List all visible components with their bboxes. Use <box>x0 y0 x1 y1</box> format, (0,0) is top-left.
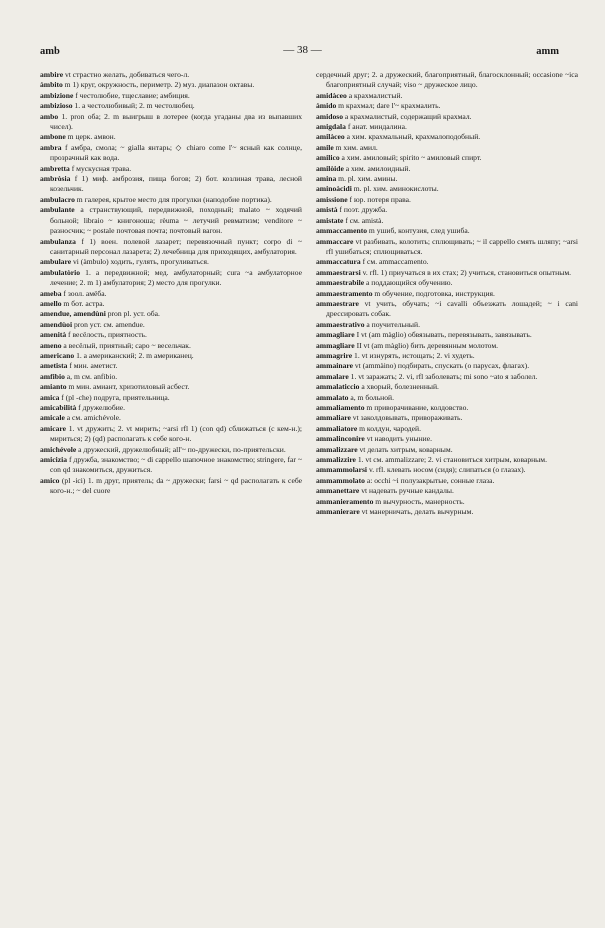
dictionary-entry <box>316 507 578 517</box>
entry-definition: a хворый, болезненный. <box>359 382 439 392</box>
page-number: — 38 — <box>283 44 322 56</box>
entry-headword: americano <box>40 350 75 360</box>
dictionary-entry <box>40 257 302 267</box>
entry-headword: ammammolato <box>316 475 365 485</box>
dictionary-entry <box>316 445 578 455</box>
dictionary-entry <box>316 372 578 382</box>
dictionary-entry <box>40 70 302 80</box>
guide-word-left: amb <box>40 46 60 57</box>
dictionary-entry <box>40 382 302 392</box>
dictionary-entry <box>40 341 302 351</box>
dictionary-entry <box>316 465 578 475</box>
dictionary-entry <box>316 226 578 236</box>
entry-headword: ambretta <box>40 163 70 173</box>
dictionary-entry <box>316 216 578 226</box>
entry-definition: vt делать хитрым, коварным. <box>357 444 453 454</box>
entry-headword: ammaestramento <box>316 288 373 298</box>
dictionary-entry <box>316 382 578 392</box>
dictionary-entry <box>316 351 578 361</box>
dictionary-entry <box>40 455 302 476</box>
entry-headword: ambulanza <box>40 236 76 246</box>
dictionary-entry <box>40 205 302 236</box>
dictionary-entry <box>40 91 302 101</box>
entry-definition: f юр. потеря права. <box>347 194 411 204</box>
entry-definition: 1. vt см. ammalizzare; 2. vi становиться хитрым, коварным. <box>355 455 547 465</box>
dictionary-entry <box>40 299 302 309</box>
entry-definition: 1. a честолюбивый; 2. m честолюбец. <box>72 101 195 111</box>
entry-definition: f мускусная травa. <box>69 163 132 173</box>
entry-headword: amicare <box>40 423 67 433</box>
dictionary-entry <box>316 257 578 267</box>
dictionary-entry <box>316 403 578 413</box>
entry-definition: m колдун, чародей. <box>357 423 421 433</box>
entry-definition: v. rfl. 1) приучаться в их стах; 2) учиться, становиться опытным. <box>360 267 572 277</box>
entry-definition: f весёлость, приятность. <box>66 330 147 340</box>
dictionary-entry <box>40 393 302 403</box>
entry-definition: a крахмалистый. <box>346 90 403 100</box>
entry-definition: f честолюбие, тщеславие; амбиция. <box>73 90 190 100</box>
entry-definition: m 1) круг, окружность, периметр. 2) муз. диапазон октавы. <box>62 80 255 90</box>
dictionary-entry <box>316 497 578 507</box>
entry-definition: a: occhi ~i полузакрытые, сонные глаза. <box>364 475 495 485</box>
entry-definition: 1. pron оба; 2. m выигрыш в лотерее (когда угаданы два из выпавших чисел). <box>50 111 302 132</box>
dictionary-entry <box>316 320 578 330</box>
entry-definition: a хим. амиловый; spirito ~ амиловый спирт. <box>339 153 482 163</box>
dictionary-entry <box>316 237 578 258</box>
entry-headword: ammalizzare <box>316 444 358 454</box>
entry-headword: amidoso <box>316 111 344 121</box>
entry-headword: ambra <box>40 142 62 152</box>
entry-definition: f (pl -che) подруга, приятельница. <box>59 392 170 402</box>
dictionary-entry <box>316 70 578 91</box>
entry-headword: aminoàcidi <box>316 184 352 194</box>
dictionary-entry <box>40 174 302 195</box>
dictionary-entry <box>316 476 578 486</box>
entry-headword: amilòide <box>316 163 344 173</box>
entry-definition: a см. amichévole. <box>64 413 121 423</box>
entry-definition: 1. vt дружить; 2. vt мирить; ~arsi rfl 1) (con qd) сближаться (с кем-н.); мириться; 2) (qd) располагать к себе кого-н. <box>50 423 302 444</box>
entry-definition: pron pl. уст. оба. <box>105 309 160 319</box>
dictionary-entry <box>316 289 578 299</box>
dictionary-entry <box>316 341 578 351</box>
entry-definition: a, m см. anfibio. <box>64 371 118 381</box>
dictionary-entry <box>40 101 302 111</box>
dictionary-entry <box>40 289 302 299</box>
entry-headword: ammanierare <box>316 507 360 517</box>
dictionary-entry <box>40 330 302 340</box>
entry-definition: a крахмалистый, содержащий крахмал. <box>343 111 472 121</box>
entry-headword: ambo <box>40 111 59 121</box>
entry-definition: m. pl. хим. аминокислоты. <box>351 184 439 194</box>
entry-headword: ammaccamento <box>316 226 368 236</box>
entry-headword: ammalizzire <box>316 455 356 465</box>
entry-definition: 1. vt изнурять, истощать; 2. vi худеть. <box>352 350 475 360</box>
entry-definition: v. rfl. клевать носом (сидя); слипаться (о глазах). <box>367 465 526 475</box>
entry-headword: ambulacro <box>40 194 75 204</box>
dictionary-entry <box>40 132 302 142</box>
entry-headword: ammaliare <box>316 413 351 423</box>
entry-headword: ammaccatura <box>316 257 361 267</box>
entry-definition: a, m больной. <box>348 392 394 402</box>
entry-headword: ambulante <box>40 205 75 215</box>
entry-headword: ammaliamento <box>316 403 365 412</box>
entry-definition: m ушиб, контузия, след ушиба. <box>367 226 470 236</box>
entry-definition: a дружеский, дружелюбный; all'~ по-дружески, по-приятельски. <box>76 444 286 454</box>
entry-headword: ambròsia <box>40 174 71 184</box>
entry-definition: a весёлый, приятный; capo ~ весельчак. <box>61 340 191 350</box>
left-column <box>40 70 302 497</box>
entry-headword: ambone <box>40 132 66 142</box>
entry-definition: f см. amistà. <box>343 215 384 225</box>
dictionary-entry <box>40 372 302 382</box>
dictionary-entry <box>316 413 578 423</box>
dictionary-entry <box>316 164 578 174</box>
dictionary-entry <box>40 112 302 133</box>
dictionary-entry <box>40 424 302 445</box>
entry-definition: vt надевать ручные кандалы. <box>359 486 454 496</box>
entry-headword: amistà <box>316 205 338 215</box>
dictionary-entry <box>316 205 578 215</box>
entry-definition: m хим. амил. <box>333 142 378 152</box>
entry-definition: m. pl. хим. амины. <box>336 174 398 184</box>
entry-headword: amilico <box>316 153 340 163</box>
entry-headword: amissione <box>316 194 348 204</box>
dictionary-entry <box>40 309 302 319</box>
entry-definition: m церк. амвон. <box>65 132 116 142</box>
entry-headword: amenità <box>40 330 67 340</box>
dictionary-entry <box>40 143 302 164</box>
entry-headword: ambulare <box>40 257 72 267</box>
dictionary-entry <box>316 361 578 371</box>
dictionary-entry <box>40 268 302 289</box>
entry-definition: I vt (am màglio) обвязывать, перевязывать, завязывать. <box>354 330 532 340</box>
dictionary-entry <box>316 91 578 101</box>
entry-headword: ammaestrarsi <box>316 267 361 277</box>
dictionary-entry <box>40 413 302 423</box>
entry-definition: m приворачивание, колдовство. <box>364 403 469 412</box>
entry-headword: ammanieramento <box>316 496 374 506</box>
entry-definition: vt (ammàino) подбирать, спускать (о парусах, флагах). <box>352 361 530 371</box>
dictionary-entry <box>316 174 578 184</box>
dictionary-entry <box>316 122 578 132</box>
entry-definition: pron уст. см. amendue. <box>72 319 145 329</box>
entry-headword: ammanettare <box>316 486 360 496</box>
entry-definition: vt учить, обучать; ~i cavalli объезжать лошадей; ~ i cani дрессировать собак. <box>326 298 578 319</box>
dictionary-entry <box>316 434 578 444</box>
dictionary-entry <box>316 278 578 288</box>
dictionary-entry <box>316 330 578 340</box>
entry-definition: f амбра, смола; ~ gialla янтарь; ◇ chiaro come l'~ ясный как солнце, прозрачный как вода. <box>50 142 302 163</box>
guide-word-right: amm <box>536 46 559 57</box>
entry-definition: m обучение, подготовка, инструкция. <box>372 288 495 298</box>
entry-headword: ammaestrativo <box>316 319 365 329</box>
entry-definition: II vt (am màglio) бить деревянным молотом. <box>354 340 499 350</box>
entry-headword: ammagliare <box>316 340 355 350</box>
entry-headword: amichévole <box>40 444 77 454</box>
entry-headword: ammaestrabile <box>316 278 365 288</box>
dictionary-entry <box>40 80 302 90</box>
dictionary-entry <box>40 237 302 258</box>
entry-definition: a поддающийся обучению. <box>364 278 453 288</box>
entry-definition: m бот. астра. <box>61 298 105 308</box>
dictionary-entry <box>316 153 578 163</box>
entry-headword: ammalare <box>316 371 349 381</box>
entry-definition: a поучительный. <box>364 319 420 329</box>
entry-definition: m вычурность, манерность. <box>373 496 465 506</box>
entry-definition: vt разбивать, колотить; сплющивать; ~ il cappello смять шляпу; ~arsi rfl ушибаться; сплющиваться. <box>326 236 578 256</box>
dictionary-entry <box>316 299 578 320</box>
entry-headword: amistate <box>316 215 344 225</box>
entry-definition: a хим. крахмальный, крахмалоподобный. <box>344 132 481 142</box>
entry-headword: ameba <box>40 288 62 298</box>
dictionary-entry <box>316 112 578 122</box>
dictionary-entry <box>316 486 578 496</box>
dictionary-entry <box>316 455 578 465</box>
entry-headword: amello <box>40 298 62 308</box>
entry-headword: amicabilità <box>40 403 77 412</box>
entry-definition: f см. ammaccamento. <box>360 257 429 267</box>
entry-headword: ameno <box>40 340 62 350</box>
entry-headword: ammainare <box>316 361 353 371</box>
entry-headword: ammalinconire <box>316 434 365 444</box>
entry-headword: ambizioso <box>40 101 73 111</box>
entry-definition: vt страстно желать, добиваться чего-л. <box>63 70 190 79</box>
entry-headword: amica <box>40 392 60 402</box>
entry-headword: amidàceo <box>316 90 347 100</box>
entry-definition: f дружба, знакомство; ~ di cappello шапочное знакомство; stringere, far ~ con qd знакомиться, дружиться. <box>50 455 302 475</box>
entry-headword: ambizione <box>40 90 74 100</box>
dictionary-entry <box>40 351 302 361</box>
entry-headword: ammagrire <box>316 350 353 360</box>
entry-headword: ammagliare <box>316 330 355 340</box>
entry-headword: ammammolarsi <box>316 465 368 475</box>
entry-definition: сердечный друг; 2. a дружеский, благоприятный, благосклонный; occasione ~ica благоприятный случай; viso ~ дружеское лицо. <box>316 70 578 90</box>
entry-definition: 1. vt заражать; 2. vi, rfl заболевать; mi sono ~ato я заболел. <box>348 371 538 381</box>
dictionary-entry <box>316 132 578 142</box>
dictionary-entry <box>316 268 578 278</box>
dictionary-entry <box>40 445 302 455</box>
dictionary-entry <box>40 403 302 413</box>
entry-headword: amico <box>40 475 60 485</box>
entry-headword: amianto <box>40 382 67 392</box>
entry-definition: f мин. аметист. <box>67 361 118 371</box>
dictionary-entry <box>316 184 578 194</box>
entry-definition: f 1) воен. полевой лазарет; перевязочный пункт; corpo di ~ санитарный персонал лазарета; 2) лечебница для приходящих, амбулатория. <box>50 236 302 256</box>
entry-definition: vi (àmbulo) ходить, гулять, прогуливаться. <box>71 257 209 267</box>
right-column <box>316 70 578 517</box>
entry-definition: m галерея, крытое место для прогулки (наподобие портика). <box>74 194 272 204</box>
entry-headword: amile <box>316 142 334 152</box>
dictionary-entry <box>40 195 302 205</box>
entry-headword: amendùoi <box>40 319 73 329</box>
dictionary-entry <box>316 393 578 403</box>
entry-headword: amilàceo <box>316 132 345 142</box>
entry-definition: a странствующий, передвижной, походный; malato ~ ходячий больной; libraio ~ книгоноша; rèuma ~ летучий ревматизм; venditore ~ разносчик; ~ postale почтовая почта; почтовый вагон. <box>50 205 302 236</box>
entry-definition: m мин. амиант, хризотиловый асбест. <box>66 382 190 392</box>
entry-headword: amicizia <box>40 455 67 465</box>
entry-headword: ammalaticcio <box>316 382 360 392</box>
entry-definition: (pl -ici) 1. m друг, приятель; da ~ дружески; farsi ~ qd располагать к себе кого-н.; ~ del cuore <box>50 475 302 496</box>
entry-definition: f 1) миф. амброзия, пища богов; 2) бот. козлиная трава, лесной козельчик. <box>50 174 302 194</box>
dictionary-entry <box>40 361 302 371</box>
entry-definition: vt манерничать, делать вычурным. <box>359 507 474 517</box>
entry-definition: 1. a американский; 2. m американец. <box>74 350 194 360</box>
dictionary-entry <box>40 164 302 174</box>
entry-headword: ammaestrare <box>316 298 359 308</box>
entry-definition: vt заколдовывать, привораживать. <box>350 413 463 423</box>
entry-definition: f зоол. амёба. <box>61 288 107 298</box>
entry-definition: f анат. миндалина. <box>345 122 407 132</box>
dictionary-entry <box>316 143 578 153</box>
dictionary-entry <box>40 476 302 497</box>
entry-headword: ammalato <box>316 392 349 402</box>
entry-headword: amfibio <box>40 371 65 381</box>
entry-definition: a хим. амилоидный. <box>343 163 411 173</box>
entry-definition: m крахмал; dare l'~ крахмалить. <box>336 101 441 111</box>
entry-headword: ambire <box>40 70 64 79</box>
entry-headword: amendue, amendùni <box>40 309 106 319</box>
entry-definition: 1. a передвижной; мед. амбулаторный; cura ~a амбулаторное лечение; 2. m 1) амбулатория; 2) место для прогулки. <box>50 267 302 288</box>
entry-definition: f дружелюбие. <box>76 403 126 412</box>
entry-headword: ammaliatore <box>316 423 358 433</box>
entry-headword: àmbito <box>40 80 63 90</box>
entry-headword: ammaccare <box>316 236 354 246</box>
dictionary-entry <box>316 101 578 111</box>
dictionary-entry <box>316 424 578 434</box>
dictionary-entry <box>40 320 302 330</box>
entry-definition: f поэт. дружба. <box>337 205 388 215</box>
entry-headword: amina <box>316 174 337 184</box>
dictionary-entry <box>316 195 578 205</box>
entry-definition: vt наводить уныние. <box>364 434 433 444</box>
entry-headword: amigdala <box>316 122 346 132</box>
entry-headword: ametista <box>40 361 68 371</box>
entry-headword: ambulatòrio <box>40 267 81 277</box>
entry-headword: amicale <box>40 413 65 423</box>
entry-headword: àmido <box>316 101 337 111</box>
